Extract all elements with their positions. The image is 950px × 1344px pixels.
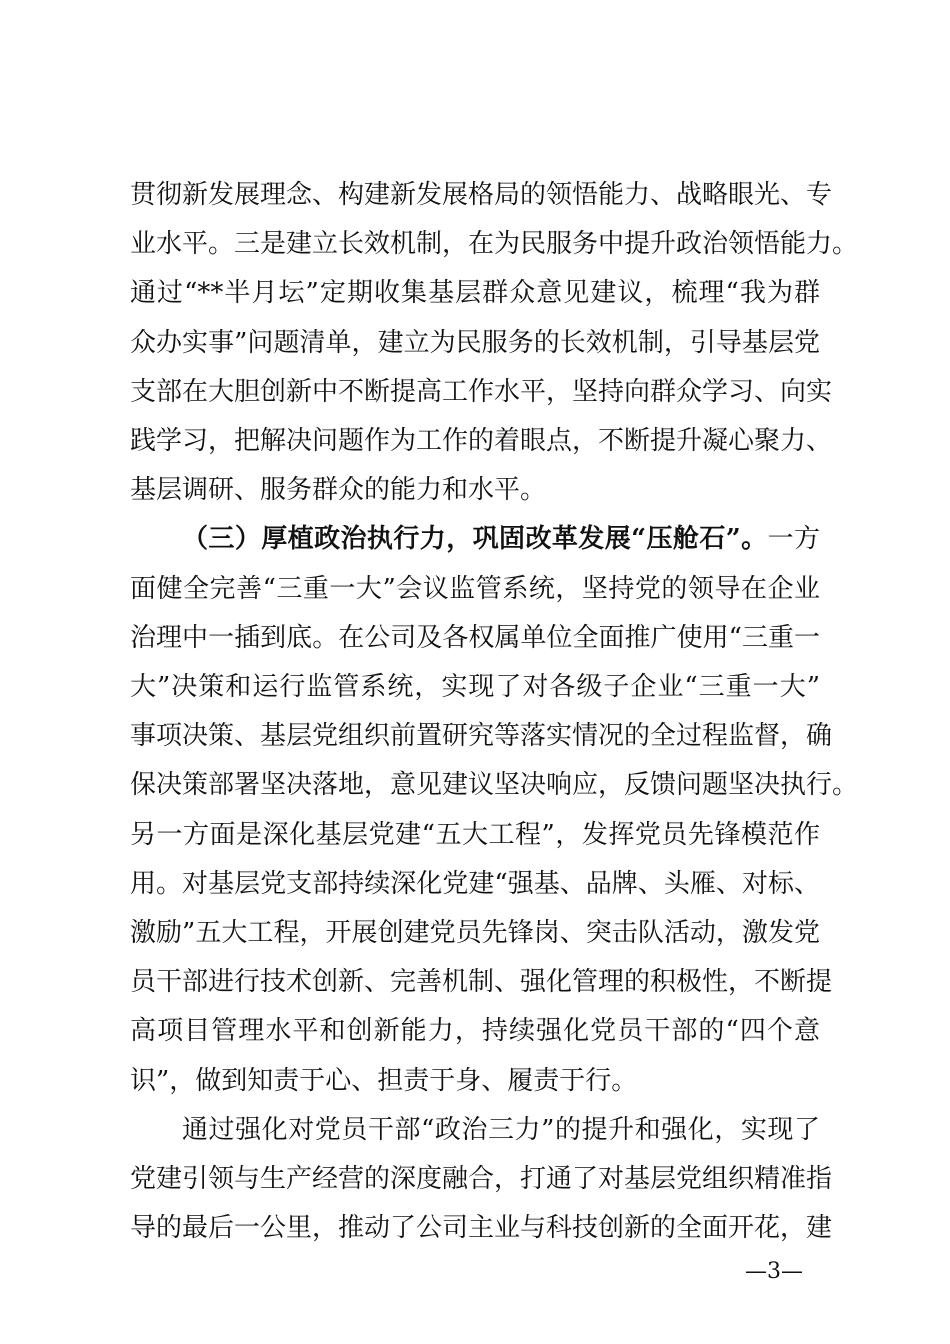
body-line: 员干部进行技术创新、完善机制、强化管理的积极性，不断提	[130, 967, 833, 997]
page-number: —3—	[745, 1259, 803, 1284]
body-line: 激励”五大工程，开展创建党员先锋岗、突击队活动，激发党	[130, 918, 820, 948]
body-line: 高项目管理水平和创新能力，持续强化党员干部的“四个意	[130, 1016, 820, 1046]
body-line: 贯彻新发展理念、构建新发展格局的领悟能力、战略眼光、专	[130, 180, 833, 210]
body-line: 业水平。三是建立长效机制，在为民服务中提升政治领悟能力。	[130, 229, 859, 259]
body-line: 识”，做到知责于心、担责于身、履责于行。	[130, 1066, 638, 1096]
body-line: 导的最后一公里，推动了公司主业与科技创新的全面开花，建	[130, 1213, 833, 1243]
body-line: 众办实事”问题清单，建立为民服务的长效机制，引导基层党	[130, 328, 820, 358]
body-line: 通过强化对党员干部“政治三力”的提升和强化，实现了	[182, 1115, 820, 1145]
body-line: 另一方面是深化基层党建“五大工程”，发挥党员先锋模范作	[130, 820, 820, 850]
body-line: 事项决策、基层党组织前置研究等落实情况的全过程监督，确	[130, 721, 833, 751]
body-line: 基层调研、服务群众的能力和水平。	[130, 475, 547, 505]
body-line: 践学习，把解决问题作为工作的着眼点，不断提升凝心聚力、	[130, 426, 833, 456]
body-line: 保决策部署坚决落地，意见建议坚决响应，反馈问题坚决执行。	[130, 770, 859, 800]
body-line: 大”决策和运行监管系统，实现了对各级子企业“三重一大”	[130, 672, 820, 702]
body-line: 面健全完善“三重一大”会议监管系统，坚持党的领导在企业	[130, 574, 820, 604]
body-line: 用。对基层党支部持续深化党建“强基、品牌、头雁、对标、	[130, 869, 820, 899]
body-line: 党建引领与生产经营的深度融合，打通了对基层党组织精准指	[130, 1164, 833, 1194]
body-line: 通过“**半月坛”定期收集基层群众意见建议，梳理“我为群	[130, 278, 820, 308]
section-heading-line	[182, 519, 820, 559]
section-heading-tail: 一方	[767, 524, 820, 554]
section-heading: （三）厚植政治执行力，巩固改革发展“压舱石”。	[182, 524, 768, 554]
body-line: 治理中一插到底。在公司及各权属单位全面推广使用“三重一	[130, 623, 820, 653]
body-line: 支部在大胆创新中不断提高工作水平，坚持向群众学习、向实	[130, 377, 833, 407]
